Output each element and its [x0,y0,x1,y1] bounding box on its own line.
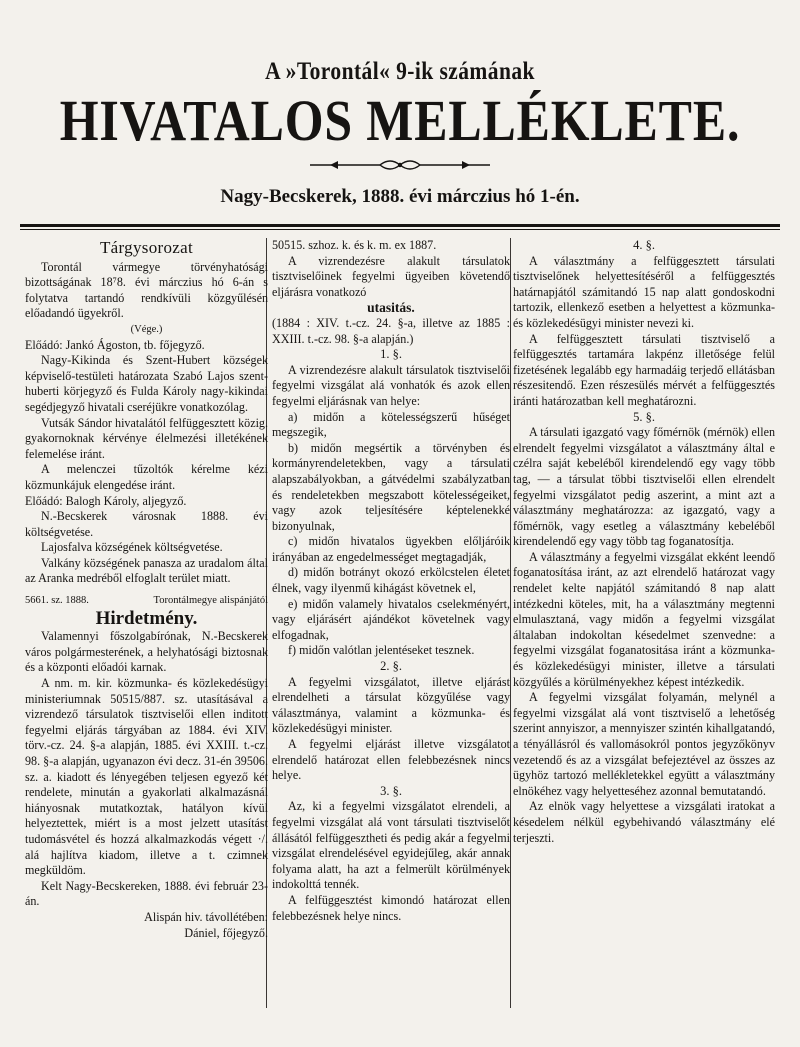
presenter-line: Előádó: Jankó Ágoston, tb. főjegyző. [25,337,205,352]
reference-office: Torontálmegye alispánjától [153,595,268,607]
section-number: 1. §. [380,347,402,362]
notice-heading: Hirdetmény. [95,607,198,629]
reference-number: 5661. sz. 1888. [25,595,89,607]
list-item: a) midőn a kötelességszerű hűséget megszegik, [272,409,510,440]
agenda-item: Vutsák Sándor hivatalától felfüggesztett közig. gyakornoknak kérvénye élelmezési illetékének felemelése iránt. [25,415,268,461]
list-item: f) midőn valótlan jelentéseket tesznek. [288,643,475,658]
continued-note: (Vége.) [130,323,163,335]
section-number: 4. §. [633,238,655,252]
notice-body: A nm. m. kir. közmunka- és közlekedésügyi ministeriumnak 50515/887. sz. utasításával a vizrendező társulatok tisztviselői ellen inditott fegyelmi eljárás tárgyában az 1884. évi XIV. törv.-cz. 24. §-a alapján, 1885. évi XXIII. t.-cz. 98. §-a alapján, ugyanazon évi decz. 31-én 39506. sz. a. kiadott és lényegében teljesen egyező két rendelete, minután a gyakorlati alkalmazásnál hiányosnak mutatkoztak, hatályon kívül helyeztettek, miért is a most jelzett utasítást tudomásvétel és hozzá alkalmazkodás végett ·/. alá hajlítva kiadom, illetve a t. czimnek megküldöm. [25,676,268,878]
instruction-law: (1884 : XIV. t.-cz. 24. §-a, illetve az 1885 : XXIII. t.-cz. 98. §-a alapján.) [272,315,510,346]
section-paragraph: A fegyelmi eljárást illetve vizsgálatot elrendelő határozat ellen felebbezésnek nincs helye. [272,737,510,783]
list-item: d) midőn botrányt okozó erkölcstelen életet élnek, vagy ilyenmű kihágást követnek el, [272,565,510,596]
column-divider-right [510,238,511,1008]
instruction-title: utasitás. [367,300,415,316]
instruction-intro: A vizrendezésre alakult társulatok tisztviselőinek fegyelmi ügyeiben követendő eljárásra vonatkozó [272,253,510,299]
notice-addressees: Valamennyi főszolgabírónak, N.-Becskerek város polgármesterének, a helyhatósági biztosnak és a központi előadói karnak. [25,629,268,675]
section-paragraph: A vizrendezésre alakult társulatok tisztviselői fegyelmi vizsgálat alá vonhatók és azok ellen fegyelmi eljárásnak van helye: [272,362,510,408]
section-number: 2. §. [380,659,402,674]
notice-date: Kelt Nagy-Becskereken, 1888. évi február 23-án. [25,878,268,909]
list-item: c) midőn hivatalos ügyekben előljáróik irányában az engedelmességet megtagadják, [272,534,510,564]
agenda-item: A melenczei tűzoltók kérelme kézi közmunkájuk elengedése iránt. [25,462,268,492]
section-paragraph: A felfüggesztett társulati tisztviselő a felfüggesztés tartamára lakpénz illetősége felül fizetésének legalább egy harmadáig terjedő ellátásban részesitendő. Ezen részesülés mérvét a felfüggesztés iránti határozatban kell meghatározni. [513,331,775,408]
section-paragraph: A választmány a fegyelmi vizsgálat ekként leendő foganatosítása iránt, az azt elrendelő határozat vagy rendelet kelte napjától számitandó 8 nap alatt intézkedni köteles, mit, ha a választmány megtenni elmulasztaná, vagy midőn a fegyelmi vizsgálat általaban indokoltan késedelmet szenvedne: a fegyelmi vizsgálat foganatositása iránt a közmunka- és közlekedésügyi minister, illetve a társulati közgyűlés a körülményekhez képest intézkedik. [513,549,775,689]
header-rule-thick [20,224,780,227]
notice-reference [25,593,268,609]
section-number: 3. §. [380,783,402,798]
instruction-reference: 50515. szhoz. k. és k. m. ex 1887. [272,238,437,252]
supertitle: A »Torontál« 9-ik számának [265,58,535,85]
agenda-intro: Torontál vármegye törvényhatósági bizottságának 18⁷8. évi márczius hó 6-án s folytatva tartandó rendkívüli közgyűlésén előadandó ügyekről. [25,259,268,321]
section-paragraph: A választmány a felfüggesztett társulati tisztviselőnek helyettesítéséről a felfüggesztés határnapjától számitandó 15 nap alatt gondoskodni tartozik, ellenkező esetben a helyettest a közmunka- és közlekedésügyi minister nevezi ki. [513,253,775,330]
agenda-heading: Tárgysorozat [100,238,193,257]
section-paragraph: A felfüggesztést kimondó határozat ellen felebbezésnek helye nincs. [272,892,510,923]
list-item: e) midőn valamely hivatalos cselekményért, vagy eljárásért ajándékot követelnek vagy elfogadnak, [272,596,510,642]
list-item: b) midőn megsértik a törvényben és kormányrendeletekben, vagy a társulati alapszabályokban, a gátvédelmi szabályzatban és rendeletekben megszabott kötelességeiket, vagy azok teljesítésére képtelenekké bizonyulnak, [272,440,510,533]
agenda-item: Valkány községének panasza az uradalom által az Aranka medréből elfoglalt terület miatt. [25,555,268,586]
column-1 [25,238,268,941]
main-title: HIVATALOS MELLÉKLETE. [59,88,741,153]
section-paragraph: A társulati igazgató vagy főmérnök (mérnök) ellen elrendelt fegyelmi vizsgálatot a választmány által e czélra saját kebeléből kirendelendő egy vagy több tag, — a társulat többi tisztviselői ellen elrendelt fegyelmi vizsgálatot pedig aszerint, a mint azt a választmány meghatározza: az igazgató, vagy a főmérnök, vagy esetleg a választmány kebeléből kirendelendő egy vagy több tag foganatosítja. [513,425,775,549]
column-2 [272,238,510,924]
header-rule-thin [20,229,780,230]
section-paragraph: Az elnök vagy helyettese a vizsgálati iratokat a késedelem nélkül egybehivandó választmány elé terjeszti. [513,799,775,845]
section-paragraph: A fegyelmi vizsgálat folyamán, melynél a fegyelmi vizsgálat alá vont tisztviselő a lehetőség szerint annyiszor, a mennyiszer szintén kihallgatandó, a tényállásról és vallomásokról pontos jegyzőkönyv vezetendő és az a vizsgálat befejeztével az összes az ügyhöz tartozó mellékletekkel együtt a választmány elnökéhez vagy helyetteséhez azonnal bemutatandó. [513,690,775,798]
notice-deputy-line: Alispán hiv. távollétében: [144,909,268,924]
agenda-item: N.-Becskerek városnak 1888. évi költségvetése. [25,509,268,539]
dateline: Nagy-Becskerek, 1888. évi márczius hó 1-én. [220,186,580,207]
section-number: 5. §. [633,409,655,424]
section-paragraph: Az, ki a fegyelmi vizsgálatot elrendeli, a fegyelmi vizsgálat alá vont társulati tisztviselőt állásától felfüggesztheti és pedig akár a fegyelmi vizsgálat elrendelésével egyidejűleg, akár annak folyama alatt, ha azt a felmerült körülmények indokolttá tennék. [272,799,510,892]
notice-signature: Dániel, főjegyző. [184,925,268,940]
presenter-line: Előádó: Balogh Károly, aljegyző. [25,493,187,508]
section-paragraph: A fegyelmi vizsgálatot, illetve eljárást elrendelheti a társulat közgyűlése vagy választmánya, valamint a közmunka- és közlekedésügyi minister. [272,674,510,736]
column-3 [513,238,775,846]
agenda-item: Nagy-Kikinda és Szent-Hubert községek képviselő-testületi határozata Szabó Lajos szent-huberti körjegyző és Fulda Károly nagy-kikindai segédjegyző hivatali cseréjükre vonatkozólag. [25,353,268,414]
ornament-divider [310,155,490,175]
agenda-item: Lajosfalva községének költségvetése. [41,540,223,555]
